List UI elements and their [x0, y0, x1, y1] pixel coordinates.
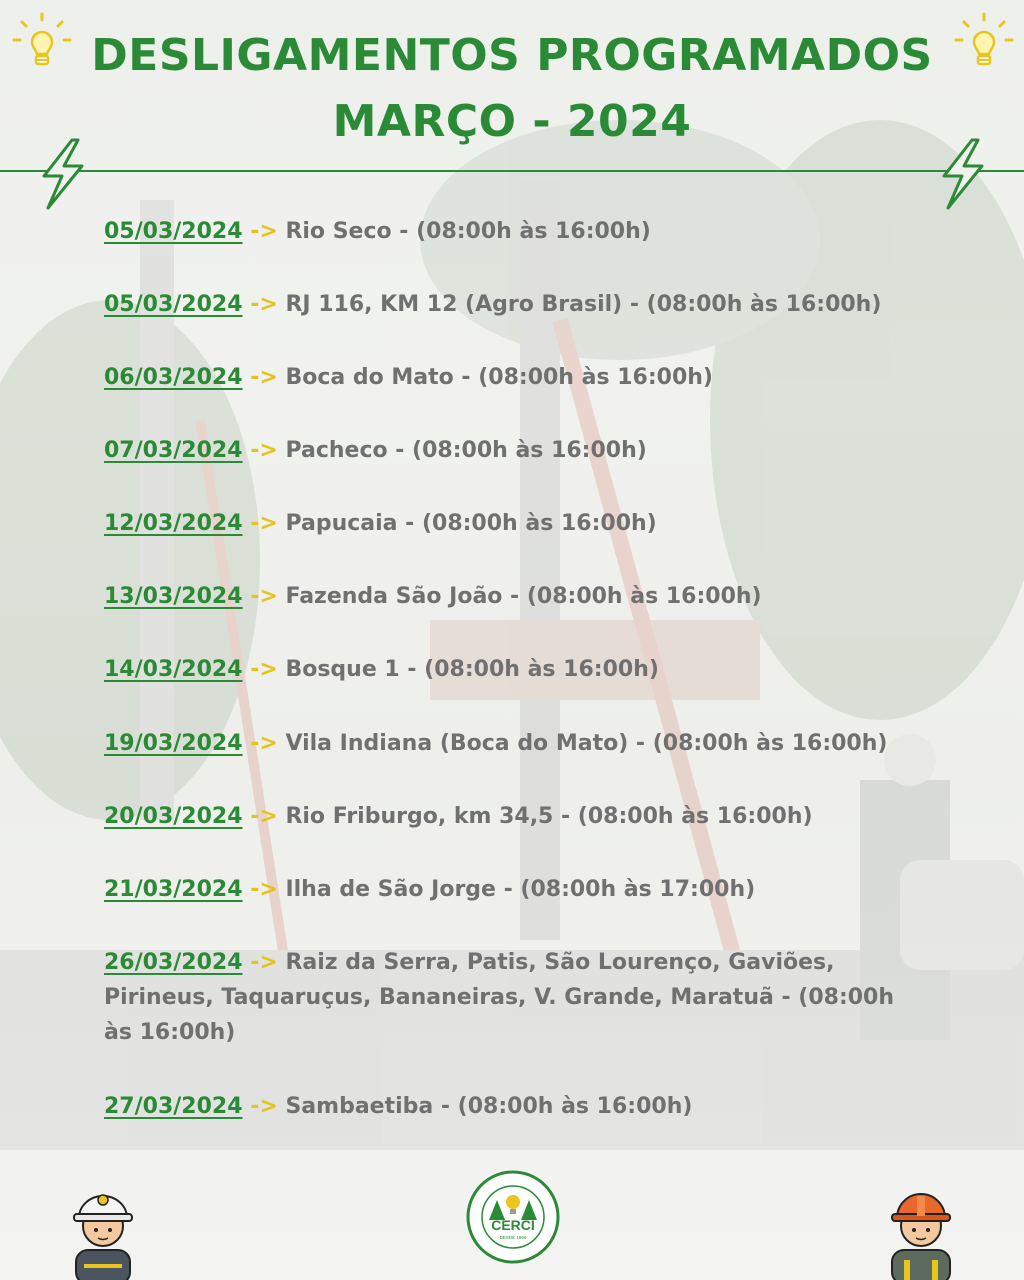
worker-illustration: [884, 1180, 958, 1280]
schedule-date: 07/03/2024: [104, 438, 243, 463]
schedule-location: Ilha de São Jorge - (08:00h às 17:00h): [285, 877, 756, 902]
page-title: DESLIGAMENTOS PROGRAMADOS: [91, 30, 933, 81]
schedule-item: [104, 214, 904, 249]
schedule-location: Fazenda São João - (08:00h às 16:00h): [285, 584, 762, 609]
schedule-date: 20/03/2024: [104, 804, 243, 829]
schedule-location: Boca do Mato - (08:00h às 16:00h): [285, 365, 713, 390]
worker-illustration: [66, 1180, 140, 1280]
schedule-location: Pacheco - (08:00h às 16:00h): [285, 438, 647, 463]
arrow: ->: [250, 365, 278, 390]
arrow: ->: [250, 950, 278, 975]
schedule-item: [104, 1089, 904, 1124]
schedule-location: Raiz da Serra, Patis, São Lourenço, Gaviões, Pirineus, Taquaruçus, Bananeiras, V. Grande, Maratuã - (08:00h às 16:00h): [104, 950, 895, 1045]
schedule-date: 06/03/2024: [104, 365, 243, 390]
schedule-item: [104, 872, 904, 907]
lightning-bolt-icon: [34, 136, 90, 212]
schedule-date: 26/03/2024: [104, 950, 243, 975]
schedule-item: [104, 287, 904, 322]
cerci-logo: [466, 1170, 560, 1264]
schedule-location: Rio Seco - (08:00h às 16:00h): [285, 219, 651, 244]
schedule-location: Bosque 1 - (08:00h às 16:00h): [285, 657, 659, 682]
schedule-date: 21/03/2024: [104, 877, 243, 902]
schedule-location: Sambaetiba - (08:00h às 16:00h): [285, 1094, 693, 1119]
schedule-date: 19/03/2024: [104, 731, 243, 756]
arrow: ->: [250, 292, 278, 317]
arrow: ->: [250, 438, 278, 463]
schedule-date: 05/03/2024: [104, 219, 243, 244]
schedule-item: [104, 726, 904, 761]
schedule-location: Rio Friburgo, km 34,5 - (08:00h às 16:00h): [285, 804, 813, 829]
arrow: ->: [250, 219, 278, 244]
schedule-item: [104, 579, 904, 614]
arrow: ->: [250, 657, 278, 682]
schedule-item: [104, 506, 904, 541]
schedule-item: [104, 433, 904, 468]
schedule-date: 13/03/2024: [104, 584, 243, 609]
schedule-item: [104, 799, 904, 834]
logo-name: CERCI: [491, 1217, 535, 1233]
arrow: ->: [250, 731, 278, 756]
schedule-item: [104, 360, 904, 395]
schedule-date: 12/03/2024: [104, 511, 243, 536]
arrow: ->: [250, 804, 278, 829]
schedule-date: 05/03/2024: [104, 292, 243, 317]
divider: [0, 170, 1024, 172]
schedule-location: Papucaia - (08:00h às 16:00h): [285, 511, 657, 536]
schedule-date: 27/03/2024: [104, 1094, 243, 1119]
arrow: ->: [250, 511, 278, 536]
page-subtitle: MARÇO - 2024: [332, 96, 692, 147]
arrow: ->: [250, 1094, 278, 1119]
arrow: ->: [250, 584, 278, 609]
schedule-location: Vila Indiana (Boca do Mato) - (08:00h às 16:00h): [285, 731, 888, 756]
logo-since: DESDE 1969: [499, 1235, 527, 1240]
schedule-item: [104, 652, 904, 687]
schedule-item: [104, 945, 904, 1050]
schedule-date: 14/03/2024: [104, 657, 243, 682]
schedule-location: RJ 116, KM 12 (Agro Brasil) - (08:00h às 16:00h): [285, 292, 882, 317]
arrow: ->: [250, 877, 278, 902]
lightning-bolt-icon: [934, 136, 990, 212]
